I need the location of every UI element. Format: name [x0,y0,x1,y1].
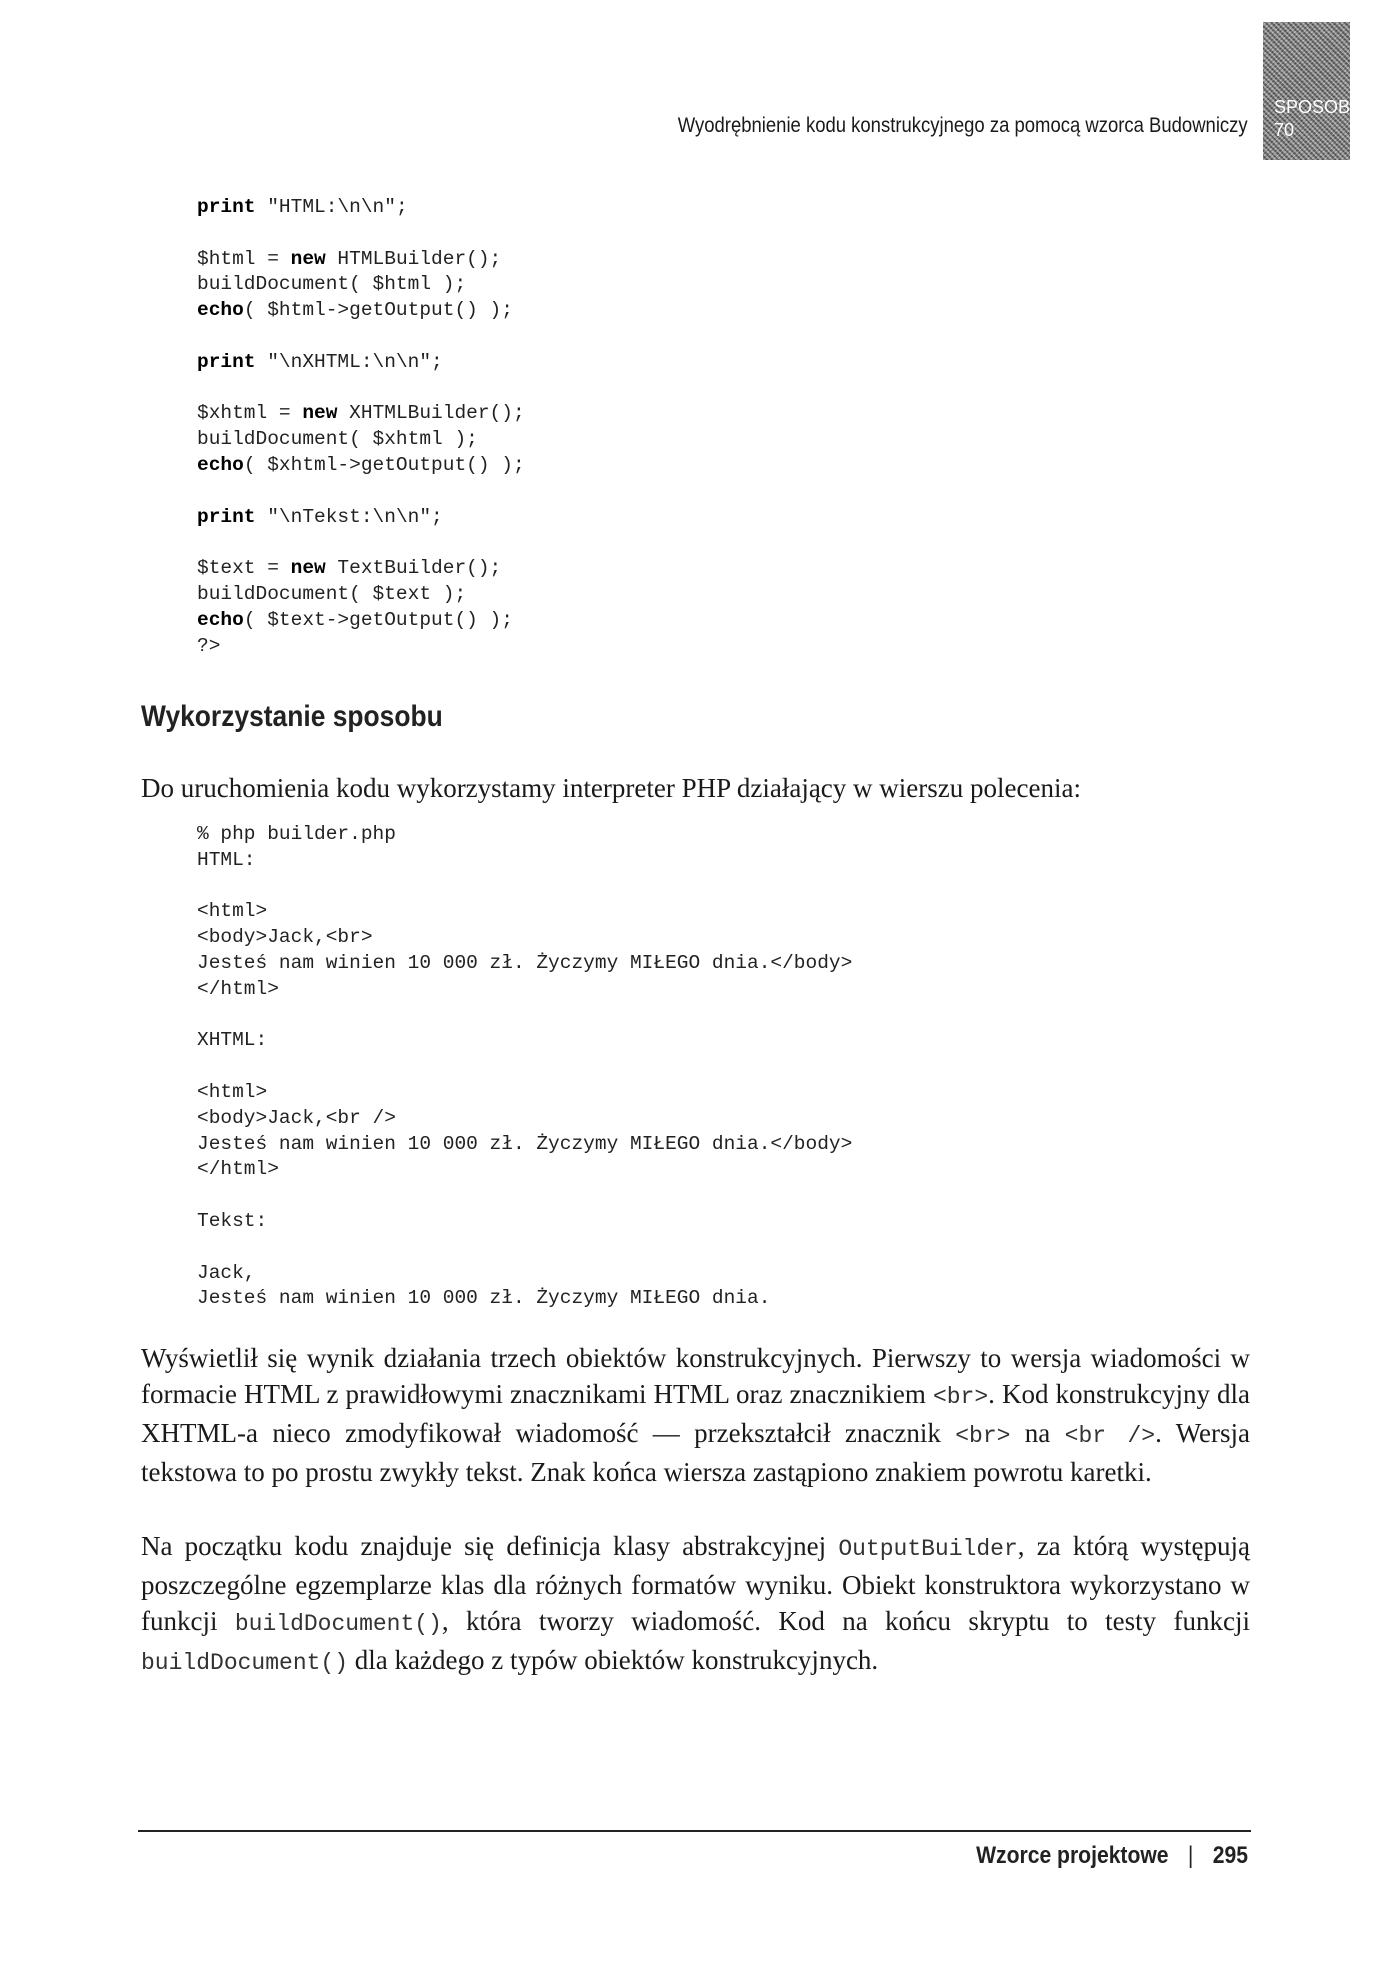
code-line [197,221,525,247]
code-keyword: echo [197,608,244,631]
inline-code: <br> [932,1384,989,1410]
intro-paragraph: Do uruchomienia kodu wykorzystamy interpreter PHP działający w wierszu polecenia: [141,773,1081,803]
code-keyword: echo [197,453,244,476]
code-line [197,1183,852,1209]
code-line: <html> [197,900,268,923]
code-line: buildDocument( $text ); [197,582,467,605]
code-line: $xhtml = new XHTMLBuilder(); [197,402,525,425]
code-line: print "\nXHTML:\n\n"; [197,350,443,373]
code-line: print "\nTekst:\n\n"; [197,505,443,528]
code-line: XHTML: [197,1029,268,1052]
code-line: <body>Jack,<br> [197,926,373,949]
inline-code: <br> [955,1423,1011,1449]
code-line: HTML: [197,848,256,871]
footer-separator: | [1187,1842,1194,1869]
code-line: Jesteś nam winien 10 000 zł. Życzymy MIŁEGO dnia.</body> [197,951,853,974]
code-line: buildDocument( $html ); [197,273,467,296]
inline-code: buildDocument() [234,1611,442,1637]
php-code-listing [197,195,525,659]
code-line: % php builder.php [197,823,396,845]
code-keyword: echo [197,299,244,322]
explanation-paragraph-1: Wyświetlił się wynik działania trzech obiektów konstrukcyjnych. Pierwszy to wersja wiadomości w formacie HTML z prawidłowymi znacznikami HTML oraz znacznikiem <br>. Kod konstrukcyjny dla XHTML-a nieco zmodyfikował wiadomość — przekształcił znacznik <br> na <br />. Wersja tekstowa to po prostu zwykły tekst. Znak końca wiersza zastąpiono znakiem powrotu karetki. [141,1343,1250,1487]
code-line: </html> [197,1158,279,1181]
code-line: $text = new TextBuilder(); [197,557,502,580]
code-line: Jesteś nam winien 10 000 zł. Życzymy MIŁEGO dnia. [197,1287,771,1310]
code-line [197,479,525,505]
code-keyword: print [197,505,256,528]
code-line: echo( $html->getOutput() ); [197,299,513,322]
inline-code: <br /> [1064,1423,1156,1449]
code-line [197,376,525,402]
page-number: 295 [1212,1842,1248,1869]
code-line [197,1235,852,1261]
code-line: $html = new HTMLBuilder(); [197,247,502,270]
inline-code: OutputBuilder [838,1536,1018,1562]
code-line: <body>Jack,<br /> [197,1106,396,1129]
badge-label: SPOSOB [1274,97,1351,117]
code-keyword: new [302,402,338,425]
badge-number: 70 [1274,120,1295,140]
code-line: Tekst: [197,1209,268,1232]
code-keyword: print [197,350,256,373]
code-line: </html> [197,977,279,1000]
code-keyword: new [290,247,326,270]
code-line: <html> [197,1080,268,1103]
running-header-title: Wyodrębnienie kodu konstrukcyjnego za pomocą wzorca Budowniczy [678,114,1248,137]
code-line: buildDocument( $xhtml ); [197,428,478,451]
code-line [197,1003,852,1029]
code-line: Jack, [197,1261,256,1284]
code-line [197,530,525,556]
code-line: Jesteś nam winien 10 000 zł. Życzymy MIŁEGO dnia.</body> [197,1132,853,1155]
footer-book-title: Wzorce projektowe [976,1842,1169,1869]
section-heading: Wykorzystanie sposobu [141,700,443,733]
code-line: echo( $xhtml->getOutput() ); [197,453,525,476]
page-footer [976,1842,1248,1870]
chapter-badge [1263,22,1350,160]
code-keyword: print [197,196,256,218]
code-line: echo( $text->getOutput() ); [197,608,513,631]
code-keyword: new [290,557,326,580]
terminal-output-listing [197,822,852,1312]
inline-code: buildDocument() [141,1650,349,1676]
explanation-paragraph-2: Na początku kodu znajduje się definicja klasy abstrakcyjnej OutputBuilder, za którą występują poszczególne egzemplarze klas dla różnych formatów wyniku. Obiekt konstruktora wykorzystano w funkcji buildDocument(), która tworzy wiadomość. Kod na końcu skryptu to testy funkcji buildDocument() dla każdego z typów obiektów konstrukcyjnych. [141,1531,1251,1676]
code-line [197,874,852,900]
footer-divider [138,1830,1251,1832]
code-line [197,324,525,350]
code-line [197,1054,852,1080]
code-line: print "HTML:\n\n"; [197,196,408,218]
code-line: ?> [197,634,221,657]
